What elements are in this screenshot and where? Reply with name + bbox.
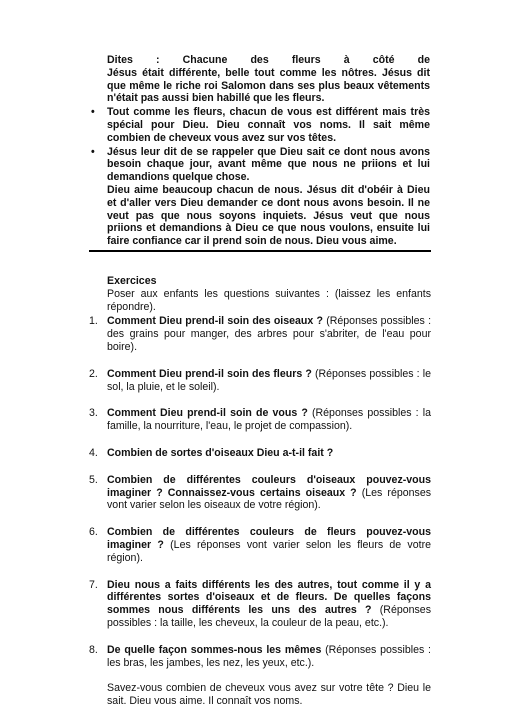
answer-text: (Les réponses vont varier selon les oiseaux de votre région). (107, 486, 432, 512)
intro-rest: Jésus était différente, belle tout comme les nôtres. Jésus dit que même le riche roi Salomon dans ses plus beaux vêtements n'était pas aussi bien habillé que les fleurs. (107, 66, 430, 105)
question-item (89, 526, 431, 564)
question-text: De quelle façon sommes-nous les mêmes (107, 643, 322, 656)
question-text: Combien de différentes couleurs d'oiseaux pouvez-vous imaginer ? Connaissez-vous certains oiseaux ? (107, 473, 431, 499)
bullet-item: • Jésus leur dit de se rappeler que Dieu sait ce dont nous avons besoin chaque jour, avant même que nous ne priions et lui demandions quelque chose. (89, 146, 430, 184)
horizontal-rule (89, 250, 431, 252)
question-item (89, 315, 431, 353)
answer-text: (Réponses possibles : la taille, les cheveux, la couleur de la peau, etc.). (107, 604, 431, 629)
question-item (89, 407, 431, 433)
question-number: 5. (89, 473, 98, 486)
answer-text: (Réponses possibles : le sol, la pluie, et le soleil). (107, 367, 431, 393)
answer-text: (Réponses possibles : des grains pour manger, des arbres pour s'abriter, de l'eau pour boire). (107, 315, 432, 353)
question-item (89, 368, 431, 394)
question-text: Comment Dieu prend-il soin des fleurs ? (107, 367, 312, 380)
bullet-item: • Tout comme les fleurs, chacun de vous est différent mais très spécial pour Dieu. Dieu connaît vos noms. Il sait même combien de cheveux vous avez sur vos têtes. (89, 106, 430, 144)
question-number: 4. (89, 446, 98, 459)
question-number: 6. (89, 526, 98, 539)
question-number: 7. (89, 578, 98, 591)
question-text: Combien de différentes couleurs de fleurs pouvez-vous imaginer ? (107, 526, 431, 551)
question-number: 3. (89, 407, 98, 420)
intro-head: Dites : Chacune des fleurs à côté de (107, 54, 430, 66)
answer-text: (Réponses possibles : la famille, la nourriture, l'eau, le projet de compassion). (107, 407, 431, 433)
continuation-paragraph: Dieu aime beaucoup chacun de nous. Jésus dit d'obéir à Dieu et d'aller vers Dieu demander ce dont nous avons besoin. Il ne veut pas que nous soyons inquiets. Jésus veut que nous priions et demandions à Dieu ce que nous voulons, ensuite lui faire confiance car il prend soin de nous. Dieu vous aime. (107, 183, 430, 248)
answer-text: (Les réponses vont varier selon les fleurs de votre région). (107, 538, 431, 564)
question-item (89, 644, 431, 670)
closing-paragraph: Savez-vous combien de cheveux vous avez sur votre tête ? Dieu le sait. Dieu vous aime. Il connaît vos noms. (107, 682, 431, 708)
exercises-heading: Exercices (107, 275, 157, 287)
lesson-text (89, 54, 430, 248)
exercises-intro: Poser aux enfants les questions suivantes : (laissez les enfants répondre). (107, 287, 431, 313)
question-number: 1. (89, 315, 98, 328)
question-number: 2. (89, 367, 98, 380)
intro-paragraph (89, 54, 430, 105)
question-item (89, 579, 431, 630)
question-item (89, 474, 431, 512)
exercises-section (89, 275, 431, 708)
answer-text: (Réponses possibles : les bras, les jambes, les nez, les yeux, etc.). (107, 643, 432, 669)
question-item (89, 447, 431, 460)
question-text: Dieu nous a faits différents les des autres, tout comme il y a différentes sortes d'oiseaux et de fleurs. De quelles façons sommes nous différents les uns des autres ? (107, 578, 431, 617)
question-text: Comment Dieu prend-il soin des oiseaux ? (107, 315, 323, 328)
question-number: 8. (89, 643, 98, 656)
question-text: Combien de sortes d'oiseaux Dieu a-t-il fait ? (107, 446, 334, 459)
question-text: Comment Dieu prend-il soin de vous ? (107, 407, 308, 420)
